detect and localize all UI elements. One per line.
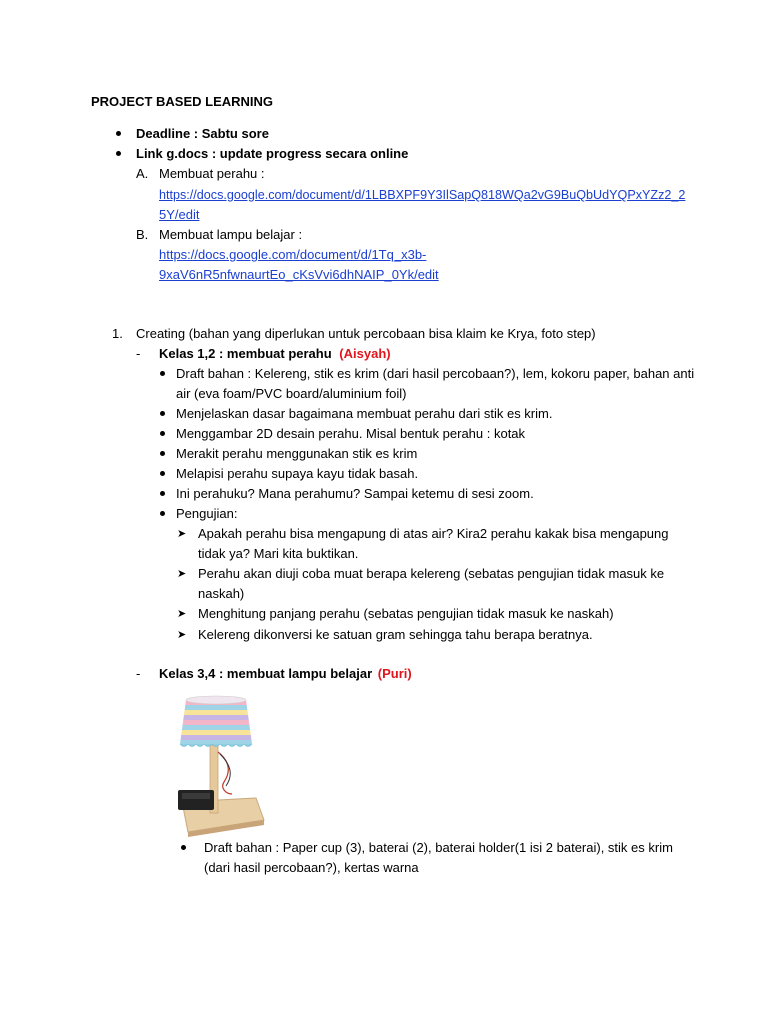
section-creating: Creating (bahan yang diperlukan untuk percobaan bisa klaim ke Krya, foto step): [136, 326, 596, 341]
list-item: Pengujian:: [176, 506, 238, 521]
list-marker-a: A.: [136, 166, 149, 181]
perahu-doc-link-cont[interactable]: 5Y/edit: [159, 207, 200, 222]
section-number: 1.: [112, 326, 123, 341]
arrow-bullet-icon: ➤: [177, 608, 187, 620]
perahu-doc-link[interactable]: https://docs.google.com/document/d/1LBBXPF9Y3IlSapQ818WQa2vG9BuQbUdYQPxYZz2_2: [159, 188, 686, 202]
test-item: Menghitung panjang perahu (sebatas pengujian tidak masuk ke naskah): [198, 606, 614, 621]
list-item: Ini perahuku? Mana perahumu? Sampai ketemu di sesi zoom.: [176, 486, 534, 501]
bullet-dot: [181, 845, 186, 850]
doc-title: PROJECT BASED LEARNING: [91, 94, 274, 109]
bullet-dot: [160, 411, 165, 416]
list-item: Melapisi perahu supaya kayu tidak basah.: [176, 466, 419, 481]
gdocs-item: Link g.docs : update progress secara online: [136, 146, 409, 161]
lampu-doc-label: Membuat lampu belajar :: [159, 227, 303, 242]
kelas34-label: Kelas 3,4 : membuat lampu belajar: [159, 666, 373, 681]
perahu-doc-label: Membuat perahu :: [159, 166, 265, 181]
kelas12-label: Kelas 1,2 : membuat perahu: [159, 346, 332, 361]
deadline-item: Deadline : Sabtu sore: [136, 126, 269, 141]
list-item: Merakit perahu menggunakan stik es krim: [176, 446, 418, 461]
kelas34-person: (Puri): [377, 666, 412, 681]
list-item: Draft bahan : Kelereng, stik es krim (dari hasil percobaan?), lem, kokoru paper, bahan anti: [176, 366, 695, 381]
lampu-doc-link[interactable]: https://docs.google.com/document/d/1Tq_x3b-: [159, 247, 427, 262]
lampu-doc-link-cont[interactable]: 9xaV6nR5nfwnaurtEo_cKsVvi6dhNAIP_0Yk/edit: [159, 267, 439, 282]
list-item: Menjelaskan dasar bagaimana membuat perahu dari stik es krim.: [176, 406, 553, 421]
bullet-dot: [160, 491, 165, 496]
kelas34-heading: [159, 665, 412, 683]
study-lamp-photo: [160, 690, 270, 838]
test-item-cont: tidak ya? Mari kita buktikan.: [198, 546, 359, 561]
arrow-bullet-icon: ➤: [177, 568, 187, 580]
test-item: Perahu akan diuji coba muat berapa kelereng (sebatas pengujian tidak masuk ke: [198, 566, 665, 581]
kelas34-draft-cont: (dari hasil percobaan?), kertas warna: [204, 860, 419, 875]
bullet-dot: [160, 471, 165, 476]
list-marker-b: B.: [136, 227, 149, 242]
test-item: Apakah perahu bisa mengapung di atas air? Kira2 perahu kakak bisa mengapung: [198, 526, 669, 541]
bullet-dot: [160, 431, 165, 436]
test-item: Kelereng dikonversi ke satuan gram sehingga tahu berapa beratnya.: [198, 627, 593, 642]
arrow-bullet-icon: ➤: [177, 528, 187, 540]
test-item-cont: naskah): [198, 586, 245, 601]
kelas12-person: (Aisyah): [339, 346, 391, 361]
bullet-dot: [160, 451, 165, 456]
list-item: Menggambar 2D desain perahu. Misal bentuk perahu : kotak: [176, 426, 526, 441]
arrow-bullet-icon: ➤: [177, 629, 187, 641]
dash-marker: -: [136, 666, 141, 681]
dash-marker: -: [136, 346, 141, 361]
bullet-dot: [160, 511, 165, 516]
kelas34-draft: Draft bahan : Paper cup (3), baterai (2), baterai holder(1 isi 2 baterai), stik es krim: [204, 840, 673, 855]
list-item-cont: air (eva foam/PVC board/aluminium foil): [176, 386, 407, 401]
bullet-dot: [116, 131, 121, 136]
bullet-dot: [160, 371, 165, 376]
bullet-dot: [116, 151, 121, 156]
kelas12-heading: [159, 345, 391, 363]
